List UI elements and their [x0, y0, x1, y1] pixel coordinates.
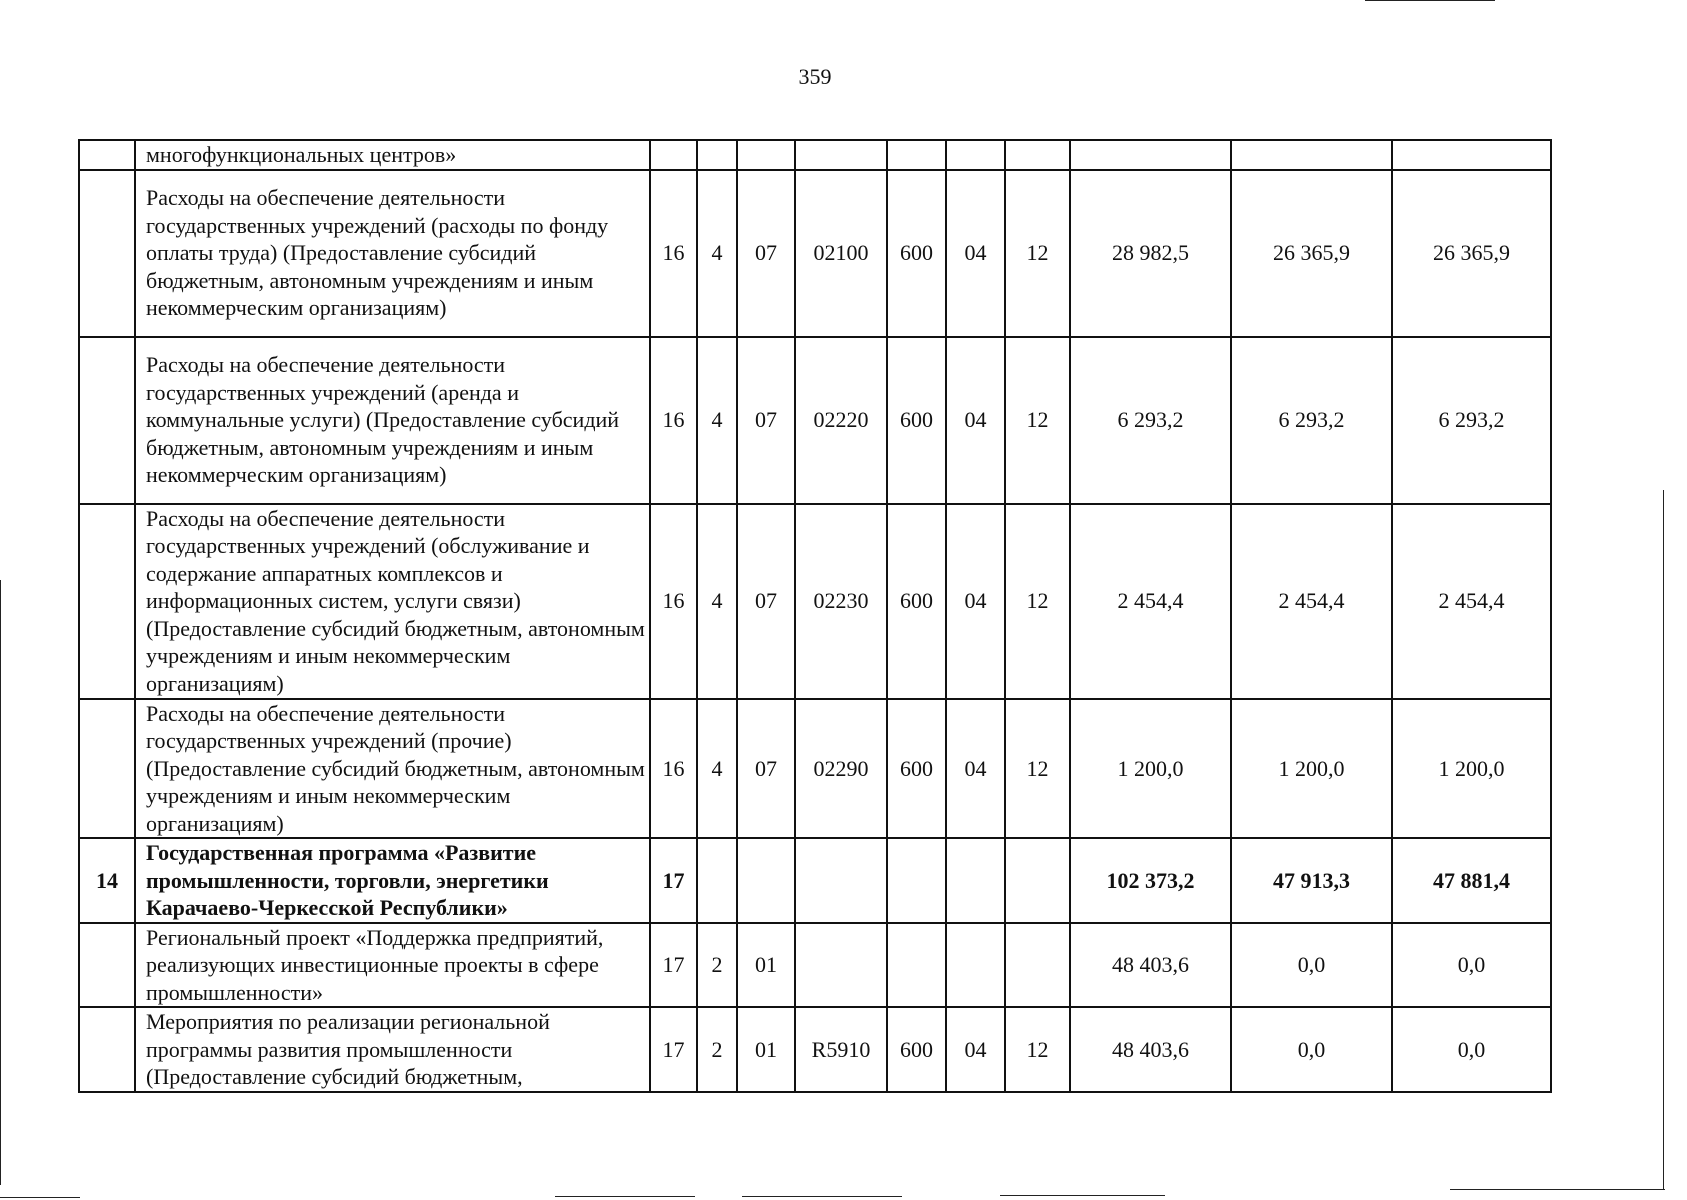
- scan-edge-line: [0, 580, 1, 1185]
- code-section: [946, 923, 1005, 1008]
- scan-edge-line: [1000, 1195, 1165, 1196]
- amount-year-2: 6 293,2: [1231, 337, 1392, 504]
- scan-edge-line: [1450, 1189, 1665, 1190]
- amount-year-3: 1 200,0: [1392, 699, 1551, 839]
- amount-year-3: 6 293,2: [1392, 337, 1551, 504]
- amount-year-3: 2 454,4: [1392, 504, 1551, 699]
- amount-year-2: 0,0: [1231, 1007, 1392, 1092]
- amount-year-1: 28 982,5: [1070, 170, 1231, 337]
- code-expense-type: 600: [887, 337, 946, 504]
- row-number: [79, 504, 135, 699]
- code-event: [737, 838, 795, 923]
- code-expense-type: [887, 838, 946, 923]
- budget-table: [78, 139, 1552, 1093]
- code-ministry: 16: [650, 170, 697, 337]
- code-direction: [795, 923, 887, 1008]
- amount-year-1: 48 403,6: [1070, 923, 1231, 1008]
- row-number: [79, 170, 135, 337]
- amount-year-2: 0,0: [1231, 923, 1392, 1008]
- code-subsection: 12: [1005, 504, 1070, 699]
- row-number: [79, 140, 135, 170]
- code-direction: [795, 838, 887, 923]
- amount-year-1: 48 403,6: [1070, 1007, 1231, 1092]
- row-number: [79, 1007, 135, 1092]
- code-section: 04: [946, 1007, 1005, 1092]
- row-description: Расходы на обеспечение деятельности государственных учреждений (аренда и коммунальные услуги) (Предоставление субсидий бюджетным, автономным учреждениям и иным некоммерческим организациям): [135, 337, 650, 504]
- table-row: [79, 337, 1551, 504]
- code-direction: R5910: [795, 1007, 887, 1092]
- page-number: 359: [798, 64, 832, 89]
- table-row: [79, 699, 1551, 839]
- code-expense-type: 600: [887, 504, 946, 699]
- amount-year-1: 2 454,4: [1070, 504, 1231, 699]
- code-ministry: 17: [650, 838, 697, 923]
- code-subprogram: 2: [697, 923, 737, 1008]
- amount-year-2: [1231, 140, 1392, 170]
- table-row: [79, 140, 1551, 170]
- code-section: [946, 140, 1005, 170]
- code-direction: 02230: [795, 504, 887, 699]
- row-number: [79, 699, 135, 839]
- code-expense-type: 600: [887, 699, 946, 839]
- code-event: 07: [737, 337, 795, 504]
- row-description: многофункциональных центров»: [135, 140, 650, 170]
- code-direction: 02220: [795, 337, 887, 504]
- amount-year-3: [1392, 140, 1551, 170]
- code-subsection: [1005, 140, 1070, 170]
- scan-edge-line: [1365, 0, 1495, 1]
- code-expense-type: 600: [887, 1007, 946, 1092]
- amount-year-1: 1 200,0: [1070, 699, 1231, 839]
- amount-year-2: 47 913,3: [1231, 838, 1392, 923]
- table-row-program: [79, 838, 1551, 923]
- code-event: 07: [737, 699, 795, 839]
- code-ministry: 17: [650, 923, 697, 1008]
- code-direction: 02290: [795, 699, 887, 839]
- code-event: 07: [737, 170, 795, 337]
- amount-year-2: 1 200,0: [1231, 699, 1392, 839]
- code-subsection: 12: [1005, 1007, 1070, 1092]
- code-event: 01: [737, 1007, 795, 1092]
- table-row: [79, 1007, 1551, 1092]
- code-subprogram: [697, 140, 737, 170]
- amount-year-2: 26 365,9: [1231, 170, 1392, 337]
- code-subprogram: 2: [697, 1007, 737, 1092]
- code-subsection: 12: [1005, 170, 1070, 337]
- amount-year-2: 2 454,4: [1231, 504, 1392, 699]
- amount-year-1: [1070, 140, 1231, 170]
- amount-year-3: 0,0: [1392, 923, 1551, 1008]
- row-number: 14: [79, 838, 135, 923]
- code-subprogram: 4: [697, 504, 737, 699]
- code-subsection: 12: [1005, 337, 1070, 504]
- row-description: Расходы на обеспечение деятельности государственных учреждений (прочие) (Предоставление субсидий бюджетным, автономным учреждениям и иным некоммерческим организациям): [135, 699, 650, 839]
- code-ministry: 17: [650, 1007, 697, 1092]
- scan-edge-line: [555, 1196, 695, 1197]
- code-ministry: 16: [650, 699, 697, 839]
- code-subprogram: 4: [697, 699, 737, 839]
- code-expense-type: [887, 923, 946, 1008]
- amount-year-1: 102 373,2: [1070, 838, 1231, 923]
- amount-year-3: 26 365,9: [1392, 170, 1551, 337]
- code-direction: [795, 140, 887, 170]
- code-subsection: [1005, 838, 1070, 923]
- scan-edge-line: [1663, 490, 1664, 1190]
- code-subsection: [1005, 923, 1070, 1008]
- code-event: 01: [737, 923, 795, 1008]
- code-section: 04: [946, 337, 1005, 504]
- code-section: 04: [946, 170, 1005, 337]
- scan-edge-line: [0, 1197, 80, 1198]
- code-subsection: 12: [1005, 699, 1070, 839]
- table-row: [79, 504, 1551, 699]
- row-description: Расходы на обеспечение деятельности государственных учреждений (обслуживание и содержание аппаратных комплексов и информационных систем, услуги связи) (Предоставление субсидий бюджетным, автономным учреждениям и иным некоммерческим организациям): [135, 504, 650, 699]
- code-expense-type: [887, 140, 946, 170]
- amount-year-1: 6 293,2: [1070, 337, 1231, 504]
- row-description: Мероприятия по реализации региональной программы развития промышленности (Предоставление субсидий бюджетным,: [135, 1007, 650, 1092]
- code-direction: 02100: [795, 170, 887, 337]
- row-description: Государственная программа «Развитие промышленности, торговли, энергетики Карачаево-Черкесской Республики»: [135, 838, 650, 923]
- table-row: [79, 923, 1551, 1008]
- row-description: Расходы на обеспечение деятельности государственных учреждений (расходы по фонду оплаты труда) (Предоставление субсидий бюджетным, автономным учреждениям и иным некоммерческим организациям): [135, 170, 650, 337]
- code-ministry: [650, 140, 697, 170]
- code-subprogram: [697, 838, 737, 923]
- row-number: [79, 923, 135, 1008]
- table-row: [79, 170, 1551, 337]
- code-event: 07: [737, 504, 795, 699]
- code-expense-type: 600: [887, 170, 946, 337]
- scan-edge-line: [742, 1196, 902, 1197]
- code-section: 04: [946, 699, 1005, 839]
- code-section: 04: [946, 504, 1005, 699]
- amount-year-3: 47 881,4: [1392, 838, 1551, 923]
- amount-year-3: 0,0: [1392, 1007, 1551, 1092]
- code-event: [737, 140, 795, 170]
- code-ministry: 16: [650, 504, 697, 699]
- row-number: [79, 337, 135, 504]
- code-ministry: 16: [650, 337, 697, 504]
- code-subprogram: 4: [697, 170, 737, 337]
- code-subprogram: 4: [697, 337, 737, 504]
- row-description: Региональный проект «Поддержка предприятий, реализующих инвестиционные проекты в сфере промышленности»: [135, 923, 650, 1008]
- code-section: [946, 838, 1005, 923]
